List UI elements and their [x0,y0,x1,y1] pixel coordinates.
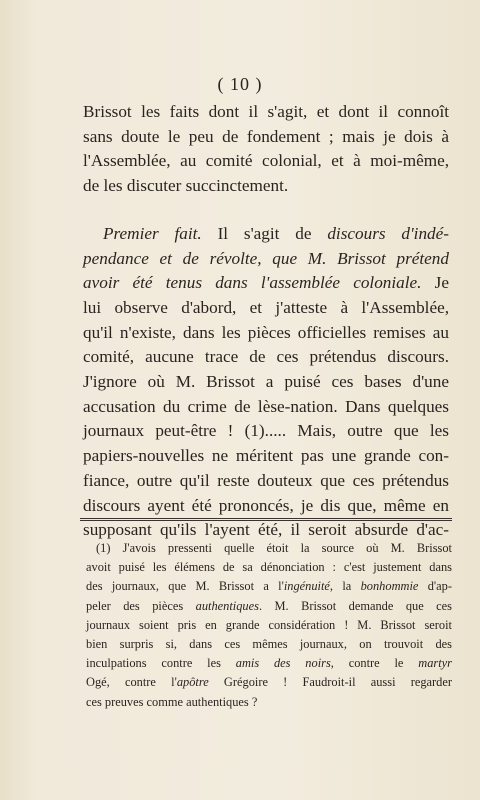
text-line: avoir été tenus dans l'assemblée coloniale. Je [83,273,449,293]
page-number: ( 10 ) [217,74,263,94]
footnote-line: des journaux, que M. Brissot a l'ingénuité, la bonhommie d'ap- [86,579,452,594]
text-line: supposant qu'ils l'ayent été, il seroit absurde d'ac- [83,520,449,540]
footnote [86,539,452,712]
text-line: sans doute le peu de fondement ; mais je dois à [83,126,449,146]
footnote-line: avoit puisé les élémens de sa dénonciation : c'est justement dans [86,560,452,575]
text-line: pendance et de révolte, que M. Brissot prétend [83,248,449,268]
text-line: discours ayent été prononcés, je dis que, même en [83,495,449,515]
text-line: fiance, outre qu'il reste douteux que ces prétendus [83,470,449,490]
footnote-line: journaux soient pris en grande considération ! M. Brissot seroit [86,617,452,632]
text-line: de les discuter succinctement. [83,176,289,196]
footnote-line: ces preuves comme authentiques ? [86,694,258,709]
text-line: Brissot les faits dont il s'agit, et dont il connoît [83,102,449,121]
text-line: qu'il n'existe, dans les pièces officielles remises au [83,322,449,342]
heading-premier-fait: Premier fait. [103,223,202,243]
footnote-line: Ogé, contre l'apôtre Grégoire ! Faudroit-il aussi regarder [86,675,452,690]
text-line: Premier fait. Il s'agit de discours d'indé- [103,223,449,243]
text-line: papiers-nouvelles ne méritent pas une grande con- [83,446,449,466]
text-line: comité, aucune trace de ces prétendus discours. [83,347,449,367]
footnote-line: (1) J'avois pressenti quelle étoit la source où M. Brissot [96,541,452,555]
footnote-line: bien surpris si, dans ces mêmes journaux, on trouvoit des [86,637,452,652]
text-line: accusation du crime de lèse-nation. Dans quelques [83,396,449,416]
text-line: l'Assemblée, au comité colonial, et à moi-même, [83,151,449,171]
main-text [83,100,449,543]
text-line: lui observe d'abord, et j'atteste à l'Assemblée, [83,297,449,317]
footnote-line: inculpations contre les amis des noirs, contre le martyr [86,656,452,671]
text-line: journaux peut-être ! (1)..... Mais, outre que les [83,421,449,441]
text-line: J'ignore où M. Brissot a puisé ces bases d'une [83,372,449,392]
footnote-divider [80,518,452,521]
footnote-line: peler des pièces authentiques. M. Brissot demande que ces [86,598,452,613]
